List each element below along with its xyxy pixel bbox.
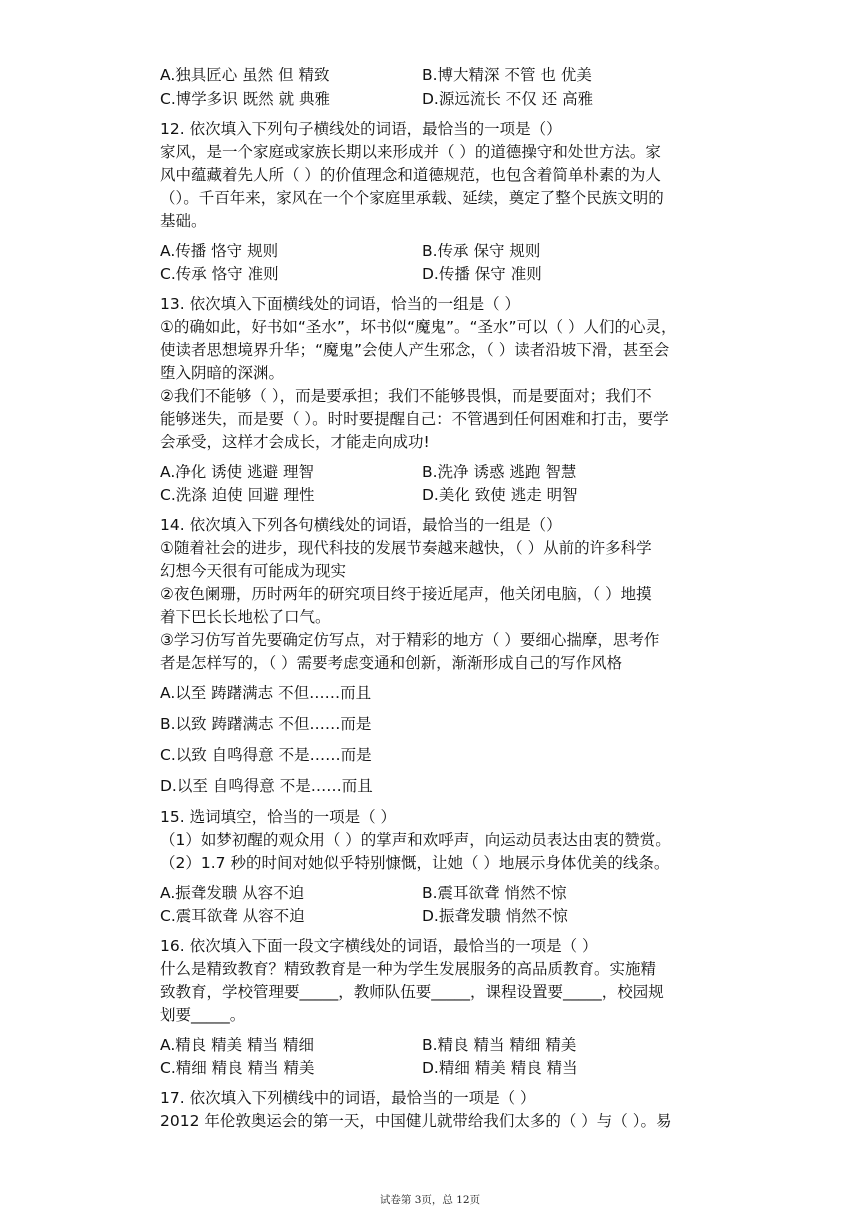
- q12-options-row-2: [160, 263, 720, 285]
- q12-passage-line: 风中蕴藏着先人所（ ）的价值理念和道德规范，也包含着简单朴素的为人: [160, 166, 661, 184]
- q11-option-a[interactable]: A.独具匠心 虽然 但 精致: [160, 66, 330, 84]
- q14-option-a[interactable]: A.以至 踌躇满志 不但……而且: [160, 684, 372, 702]
- q11-options-row-2: [160, 88, 720, 110]
- q14-passage-line: 者是怎样写的，（ ）需要考虑变通和创新，渐渐形成自己的写作风格: [160, 654, 623, 672]
- q17-passage-line: 2012 年伦敦奥运会的第一天，中国健儿就带给我们太多的（ ）与（ ）。易: [160, 1112, 672, 1130]
- q14-stem: 14. 依次填入下列各句横线处的词语，最恰当的一组是（）: [160, 516, 562, 534]
- q14-passage-line: ③学习仿写首先要确定仿写点，对于精彩的地方（ ）要细心揣摩，思考作: [160, 631, 660, 649]
- q12-passage-line: 基础。: [160, 212, 207, 230]
- page-footer: 试卷第 3页，总 12页: [379, 1194, 481, 1206]
- q15-options-row-2: [160, 905, 720, 927]
- q15-option-a[interactable]: A.振聋发聩 从容不迫: [160, 884, 305, 902]
- q14-option-c[interactable]: C.以致 自鸣得意 不是……而是: [160, 746, 372, 764]
- q13-option-a[interactable]: A.净化 诱使 逃避 理智: [160, 463, 315, 481]
- q16-options-row-2: [160, 1057, 720, 1079]
- q12-stem: 12. 依次填入下列句子横线处的词语，最恰当的一项是（）: [160, 120, 562, 138]
- q13-passage-line: ①的确如此，好书如“圣水”，坏书似“魔鬼”。“圣水”可以（ ）人们的心灵，: [160, 318, 677, 336]
- q14-option-b[interactable]: B.以致 踌躇满志 不但……而是: [160, 715, 372, 733]
- q11-options-row-1: [160, 64, 720, 86]
- q14-option-d[interactable]: D.以至 自鸣得意 不是……而且: [160, 777, 373, 795]
- q13-stem: 13. 依次填入下面横线处的词语，恰当的一组是（ ）: [160, 295, 521, 313]
- q12-options-row-1: [160, 240, 720, 262]
- q13-options-row-1: [160, 461, 720, 483]
- q13-passage-line: ②我们不能够（ ），而是要承担；我们不能够畏惧，而是要面对；我们不: [160, 387, 652, 405]
- q15-options-row-1: [160, 882, 720, 904]
- q13-passage-line: 堕入阴暗的深渊。: [160, 364, 285, 382]
- q12-option-c[interactable]: C.传承 恪守 准则: [160, 265, 279, 283]
- q16-passage-line: 致教育，学校管理要_____，教师队伍要_____，课程设置要_____，校园规: [160, 983, 664, 1001]
- q14-passage-line: 幻想今天很有可能成为现实: [160, 562, 347, 580]
- q15-option-c[interactable]: C.震耳欲聋 从容不迫: [160, 907, 305, 925]
- q12-option-b[interactable]: B.传承 保守 规则: [422, 242, 541, 260]
- q16-option-c[interactable]: C.精细 精良 精当 精美: [160, 1059, 315, 1077]
- q15-stem: 15. 选词填空，恰当的一项是（ ）: [160, 808, 397, 826]
- q16-option-b[interactable]: B.精良 精当 精细 精美: [422, 1036, 577, 1054]
- q16-options-row-1: [160, 1034, 720, 1056]
- q15-passage-line: （2）1.7 秒的时间对她似乎特别慷慨，让她（ ）地展示身体优美的线条。: [160, 854, 670, 872]
- q12-passage-line: （）。千百年来，家风在一个个家庭里承载、延续，奠定了整个民族文明的: [160, 189, 664, 207]
- q16-stem: 16. 依次填入下面一段文字横线处的词语，最恰当的一项是（ ）: [160, 937, 598, 955]
- q13-option-d[interactable]: D.美化 致使 逃走 明智: [422, 486, 578, 504]
- q13-passage-line: 能够迷失，而是要（ ）。时时要提醒自己：不管遇到任何困难和打击，要学: [160, 410, 669, 428]
- q12-option-a[interactable]: A.传播 恪守 规则: [160, 242, 279, 260]
- q14-passage-line: ②夜色阑珊，历时两年的研究项目终于接近尾声，他关闭电脑，（ ）地摸: [160, 585, 652, 603]
- q16-passage-line: 什么是精致教育？精致教育是一种为学生发展服务的高品质教育。实施精: [160, 960, 657, 978]
- q16-option-a[interactable]: A.精良 精美 精当 精细: [160, 1036, 315, 1054]
- q13-options-row-2: [160, 484, 720, 506]
- q15-option-b[interactable]: B.震耳欲聋 悄然不惊: [422, 884, 567, 902]
- q14-passage-line: ①随着社会的进步，现代科技的发展节奏越来越快，（ ）从前的许多科学: [160, 539, 652, 557]
- q12-passage-line: 家风，是一个家庭或家族长期以来形成并（ ）的道德操守和处世方法。家: [160, 143, 661, 161]
- q13-option-c[interactable]: C.洗涤 迫使 回避 理性: [160, 486, 315, 504]
- q15-option-d[interactable]: D.振聋发聩 悄然不惊: [422, 907, 568, 925]
- q13-passage-line: 会承受，这样才会成长，才能走向成功!: [160, 433, 430, 451]
- q11-option-d[interactable]: D.源远流长 不仅 还 高雅: [422, 90, 594, 108]
- q16-option-d[interactable]: D.精细 精美 精良 精当: [422, 1059, 578, 1077]
- q12-option-d[interactable]: D.传播 保守 准则: [422, 265, 542, 283]
- q11-option-c[interactable]: C.博学多识 既然 就 典雅: [160, 90, 331, 108]
- q13-passage-line: 使读者思想境界升华；“魔鬼”会使人产生邪念，（ ）读者沿坡下滑，甚至会: [160, 341, 670, 359]
- q14-passage-line: 着下巴长长地松了口气。: [160, 608, 331, 626]
- q15-passage-line: （1）如梦初醒的观众用（ ）的掌声和欢呼声，向运动员表达由衷的赞赏。: [160, 831, 671, 849]
- q16-passage-line: 划要_____。: [160, 1006, 246, 1024]
- q17-stem: 17. 依次填入下列横线中的词语，最恰当的一项是（ ）: [160, 1089, 536, 1107]
- q13-option-b[interactable]: B.洗净 诱惑 逃跑 智慧: [422, 463, 577, 481]
- q11-option-b[interactable]: B.博大精深 不管 也 优美: [422, 66, 592, 84]
